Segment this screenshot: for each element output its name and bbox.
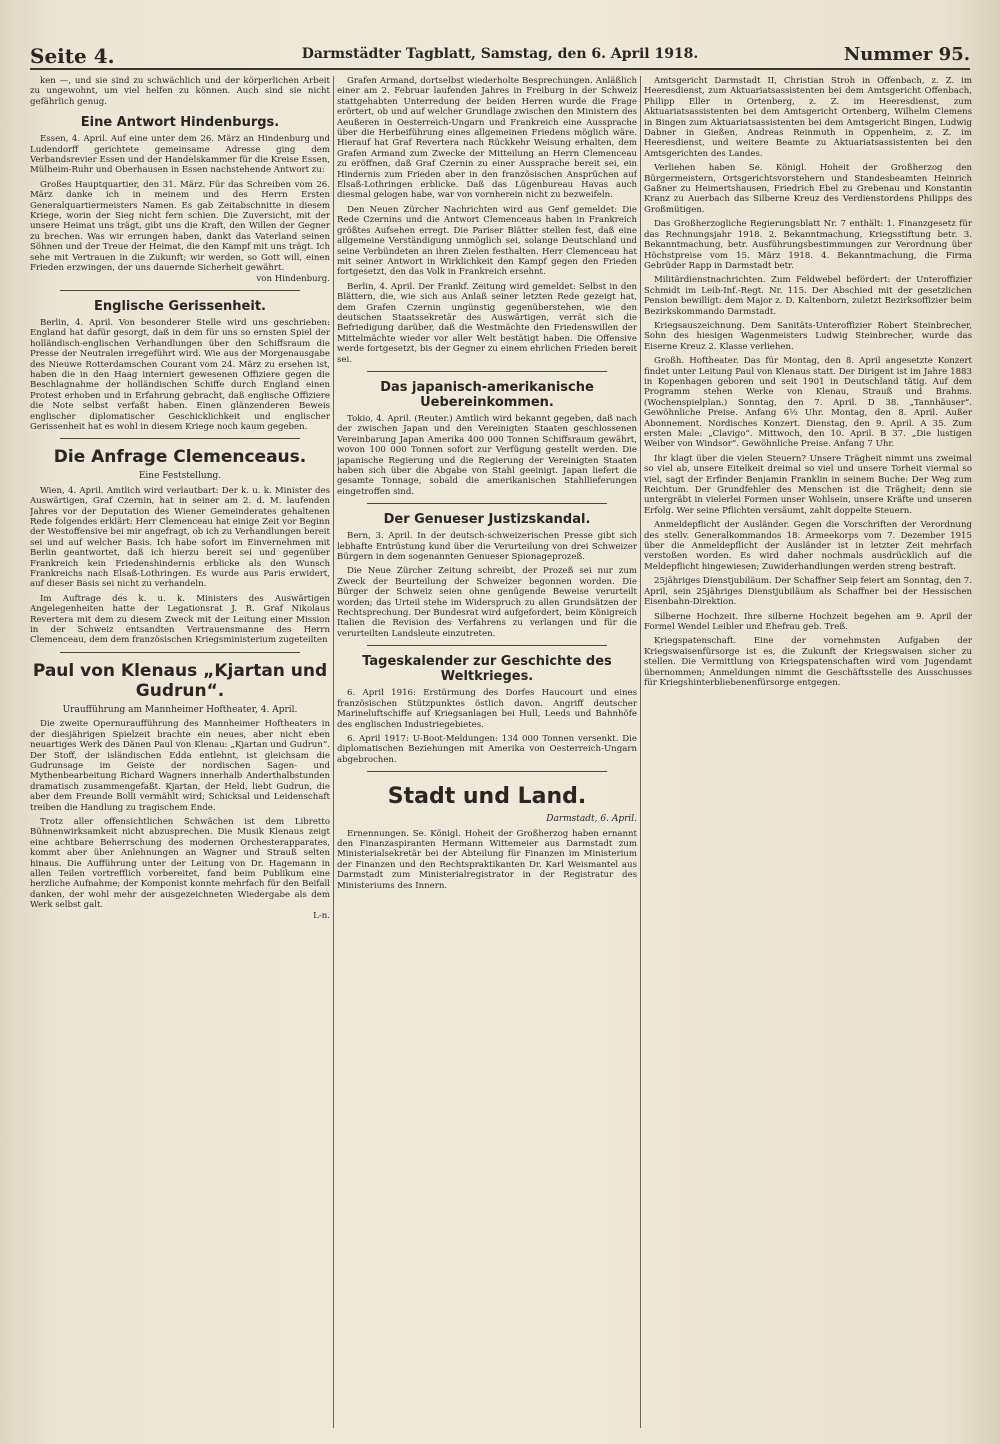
article-text: Trotz aller offensichtlichen Schwächen ist dem Libretto Bühnenwirksamkeit nicht abzusprechen. Die Musik Klenaus zeigt eine achtbare Beherrschung des modernen Orchesterapparates, kommt aber über Anlehnungen an Wagner und Strauß selten hinaus. Die Aufführung unter der Leitung von Dr. Hagemann in allen Teilen vortrefflich vorbereitet, fand beim Publikum eine herzliche Aufnahme; der Komponist konnte mehrfach für den Beifall danken, der wohl mehr der ausgezeichneten Wiedergabe als dem Werk selbst galt.	[30, 816, 330, 911]
article-text: Kriegsauszeichnung. Dem Sanitäts-Unteroffizier Robert Steinbrecher, Sohn des hiesigen Wagenmeisters Ludwig Steinbrecher, wurde das Eiserne Kreuz 2. Klasse verliehen.	[644, 320, 972, 352]
article-text: Den Neuen Zürcher Nachrichten wird aus Genf gemeldet: Die Rede Czernins und die Antwort Clemenceaus haben in Frankreich größtes Aufsehen erregt. Die Pariser Blätter stellen fest, daß eine allgemeine Verständigung unmöglich sei, solange Deutschland und seine Verbündeten an ihren Zielen festhalten. Herr Clemenceau hat mit seiner Antwort in Wirklichkeit den Kampf gegen den Frieden fortgesetzt, den das Volk in Frankreich ersehnt.	[337, 204, 637, 278]
article-text: Berlin, 4. April. Von besonderer Stelle wird uns geschrieben: England hat dafür gesorgt, daß in dem für uns so ernsten Spiel der holländisch-englischen Verhandlungen über den Schiffsraum die Presse der Neutralen irregeführt wird. Wie aus der Morgenausgabe des Nieuwe Rotterdamschen Courant vom 24. März zu ersehen ist, haben die in den Haag interniert gewesenen Offiziere gegen die Beschlagnahme der holländischen Schiffe durch England einen Protest erhoben und in Erfahrung gebracht, daß englische Offiziere die Note selbst verfaßt haben. Einen glänzenderen Beweis englischer diplomatischer Geschicklichkeit und englischer Gerissenheit hat es wohl in diesem Kriege noch kaum gegeben.	[30, 317, 330, 432]
article-headline: Der Genueser Justizskandal.	[383, 512, 591, 528]
page-header	[30, 42, 970, 70]
divider	[60, 652, 300, 653]
divider	[60, 290, 300, 291]
dateline: Darmstadt, 6. April.	[546, 814, 637, 825]
masthead: Darmstädter Tagblatt, Samstag, den 6. April 1918.	[301, 46, 699, 62]
issue-number: Nummer 95.	[843, 44, 970, 65]
page-label: Seite 4.	[30, 44, 115, 68]
divider	[367, 771, 607, 772]
article-headline: Paul von Klenaus „Kjartan und Gudrun“.	[32, 660, 328, 701]
article-text: Tokio, 4. April. (Reuter.) Amtlich wird bekannt gegeben, daß nach der zwischen Japan und den Vereinigten Staaten geschlossenen Vereinbarung Japan Amerika 400 000 Tonnen Schiffsraum gewährt, wovon 100 000 Tonnen sofort zur Verfügung gestellt werden. Die japanische Regierung und die Regierung der Vereinigten Staaten haben sich über die Abgabe von Stahl geeinigt. Japan liefert die gesamte Tonnage, sobald die amerikanischen Stahllieferungen eingetroffen sind.	[337, 413, 637, 497]
article-text: Großh. Hoftheater. Das für Montag, den 8. April angesetzte Konzert findet unter Leitung Paul von Klenaus statt. Der Dirigent ist im Jahre 1883 in Kopenhagen geboren und seit 1901 in Deutschland tätig. Auf dem Programm stehen Werke von Klenau, Strauß und Brahms. (Wochenspielplan.) Sonntag, den 7. April. D 38. „Tannhäuser“. Gewöhnliche Preise. Anfang 6½ Uhr. Montag, den 8. April. Außer Abonnement. Nordisches Konzert. Dienstag, den 9. April. A 35. Zum ersten Male: „Clavigo“. Mittwoch, den 10. April. B 37. „Die lustigen Weiber von Windsor“. Gewöhnliche Preise. Anfang 7 Uhr.	[644, 356, 972, 450]
article-text: Im Auftrage des k. u. k. Ministers des Auswärtigen Angelegenheiten hatte der Legationsrat J. R. Graf Nikolaus Revertera mit dem zu diesem Zweck mit der Leitung einer Mission in der Schweiz entsandten Vertrauensmanne des Herrn Clemenceau, dem dem französischen Kriegsministerium zugeteilten	[30, 593, 330, 646]
article-text: 25jähriges Dienstjubiläum. Der Schaffner Seip feiert am Sonntag, den 7. April, sein 25jähriges Dienstjubiläum als Schaffner bei der Hessischen Eisenbahn-Direktion.	[644, 576, 972, 608]
article-text: Grafen Armand, dortselbst wiederholte Besprechungen. Anläßlich einer am 2. Februar laufenden Jahres in Freiburg in der Schweiz stattgehabten Unterredung der beiden Herren wurde die Frage erörtert, ob und auf welcher Grundlage zwischen den Ministern des Aeußeren in Oesterreich-Ungarn und Frankreich eine Aussprache über die Herbeiführung eines allgemeinen Friedens möglich wäre. Hierauf hat Graf Revertera nach Rückkehr Weisung erhalten, dem Grafen Armand zum Zwecke der Mitteilung an Herrn Clemenceau zu eröffnen, daß Graf Czernin zu einer Aussprache bereit sei, ein Hindernis zum Frieden aber in den französischen Ansprüchen auf Elsaß-Lothringen erblicke. Daß das Lügenbureau Havas auch diesmal gelogen habe, war von vornherein nicht zu bezweifeln.	[337, 76, 637, 201]
column-rule	[640, 76, 641, 1428]
article-text: Silberne Hochzeit. Ihre silberne Hochzeit begehen am 9. April der Formel Wendel Leibler und Ehefrau geb. Treß.	[644, 611, 972, 632]
article-text: ken —, und sie sind zu schwächlich und der körperlichen Arbeit zu ungewohnt, um viel helfen zu können. Auch sind sie nicht gefährlich genug.	[30, 76, 330, 107]
divider	[367, 371, 607, 372]
article-text: Großes Hauptquartier, den 31. März. Für das Schreiben vom 26. März danke ich in meinem und des Herrn Ersten Generalquartiermeisters Namen. Es gab Zeitabschnitte in diesem Kriege, worin der Sieg nicht fern schien. Die Zuversicht, mit der unsere Heimat uns trägt, gibt uns die Kraft, den Willen der Gegner zu brechen. Was wir errungen haben, dankt das Vaterland seinen Söhnen und der Treue der Heimat, die den Kampf mit uns trägt. Ich sehe mit Vertrauen in die Zukunft; wir werden, so Gott will, einen Frieden erzwingen, der uns dauernde Sicherheit gewährt.	[30, 179, 330, 274]
article-text: Verliehen haben Se. Königl. Hoheit der Großherzog den Bürgermeistern, Ortsgerichtsvorstehern und Standesbeamten Heinrich Gaßner zu Heimertshausen, Friedrich Ebel zu Grebenau und Konstantin Kranz zu Auerbach das Silberne Kreuz des Verdienstordens Philipps des Großmütigen.	[644, 163, 972, 215]
article-text: Kriegspatenschaft. Eine der vornehmsten Aufgaben der Kriegswaisenfürsorge ist es, die Zukunft der Kriegswaisen sicher zu stellen. Die Vermittlung von Kriegspatenschaften wird vom Jugendamt übernommen; Anmeldungen nimmt die Geschäftsstelle des Ausschusses für Kriegshinterbliebenenfürsorge entgegen.	[644, 636, 972, 688]
article-headline: Tageskalender zur Geschichte des Weltkrieges.	[362, 654, 612, 685]
article-text: Ihr klagt über die vielen Steuern? Unsere Trägheit nimmt uns zweimal so viel ab, unsere Eitelkeit dreimal so viel und unsere Torheit viermal so viel, sagt der Erfinder Benjamin Franklin in seinem Buche: Der Weg zum Reichtum. Der Grundfehler des Menschen ist die Trägheit; denn sie untergräbt in vielerlei Formen unser Wohlsein, unsere Kräfte und unseren Erfolg. Wer seine Pflichten versäumt, zahlt doppelte Steuern.	[644, 453, 972, 516]
section-headline: Stadt und Land.	[387, 784, 587, 810]
article-text: Berlin, 4. April. Der Frankf. Zeitung wird gemeldet: Selbst in den Blättern, die, wie sich aus Anlaß seiner letzten Rede gezeigt hat, dem Grafen Czernin ungünstig gegenüberstehen, wie den deutschen Staatssekretär des Auswärtigen, verrät sich die Befriedigung darüber, daß die Westmächte den Friedenswillen der Mittelmächte wieder vor aller Welt bestätigt haben. Die Offensive werde fortgesetzt, bis der Gegner zu einem ehrlichen Frieden bereit sei.	[337, 281, 637, 365]
article-text: Ernennungen. Se. Königl. Hoheit der Großherzog haben ernannt den Finanzaspiranten Hermann Wittemeier aus Darmstadt zum Ministerialsekretär bei der Abteilung für Finanzen im Ministerium der Finanzen und den Rechtspraktikanten Dr. Karl Weismantel aus Darmstadt zum Ministerialregistrator in der Registratur des Ministeriums des Innern.	[337, 828, 637, 891]
column-3	[644, 76, 972, 1428]
calendar-entry: 6. April 1917: U-Boot-Meldungen: 134 000 Tonnen versenkt. Die diplomatischen Beziehungen mit Amerika von Oesterreich-Ungarn abgebrochen.	[337, 733, 637, 765]
article-headline: Die Anfrage Clemenceaus.	[53, 447, 307, 468]
article-headline: Englische Gerissenheit.	[94, 298, 266, 314]
article-subheadline: Eine Feststellung.	[138, 471, 222, 482]
article-text: Wien, 4. April. Amtlich wird verlautbart: Der k. u. k. Minister des Auswärtigen, Graf Czernin, hat in seiner am 2. d. M. laufenden Jahres vor der Deputation des Wiener Gemeinderates gehaltenen Rede folgendes erklärt: Herr Clemenceau hat einige Zeit vor Beginn der Westoffensive bei mir angefragt, ob ich zu Verhandlungen bereit sei und auf welcher Basis. Ich habe sofort im Einvernehmen mit Berlin geantwortet, daß ich hierzu bereit sei und gegenüber Frankreich kein Friedenshindernis erblicke als den Wunsch Frankreichs nach Elsaß-Lothringen. Es wurde aus Paris erwidert, auf dieser Basis sei nicht zu verhandeln.	[30, 485, 330, 590]
divider	[60, 438, 300, 439]
article-headline: Eine Antwort Hindenburgs.	[80, 115, 280, 131]
article-text: Die Neue Zürcher Zeitung schreibt, der Prozeß sei nur zum Zweck der Beurteilung der Schweizer begonnen worden. Die Bürger der Schweiz seien ohne genügende Beweise verurteilt worden; das Urteil stehe im Widerspruch zu allen Grundsätzen der Rechtsprechung. Der Bundesrat wird aufgefordert, beim Königreich Italien die Revision des Verfahrens zu verlangen und für die verurteilten Landsleute einzutreten.	[337, 566, 637, 639]
article-subheadline: Uraufführung am Mannheimer Hoftheater, 4. April.	[62, 704, 298, 715]
article-text: Militärdienstnachrichten. Zum Feldwebel befördert: der Unteroffizier Schmidt im Leib-Inf.-Regt. Nr. 115. Der Abschied mit der gesetzlichen Pension bewilligt: dem Major z. D. Kaltenborn, zuletzt Bezirksoffizier beim Bezirkskommando Darmstadt.	[644, 275, 972, 317]
signature: L-n.	[313, 910, 330, 921]
column-2	[337, 76, 637, 1428]
article-headline: Das japanisch-amerikanische Uebereinkommen.	[380, 379, 594, 410]
article-text: Anmeldepflicht der Ausländer. Gegen die Vorschriften der Verordnung des stellv. Generalkommandos 18. Armeekorps vom 7. Dezember 1915 über die Anmeldepflicht der Ausländer ist in letzter Zeit mehrfach verstoßen worden. Es wird daher nochmals ausdrücklich auf die Meldepflicht hingewiesen; Zuwiderhandlungen werden streng bestraft.	[644, 520, 972, 572]
article-text: Amtsgericht Darmstadt II, Christian Stroh in Offenbach, z. Z. im Heeresdienst, zum Aktuariatsassistenten bei dem Amtsgericht Offenbach, Philipp Eller in Ortenberg, z. Z. im Heeresdienst, zum Aktuariatsassistenten bei dem Amtsgericht Ortenberg, Wilhelm Clemens in Bingen zum Aktuariatsassistenten bei dem Amtsgericht Bingen, Ludwig Dabner in Gießen, Andreas Reinmuth in Oppenheim, z. Z. im Heeresdienst, und weitere Beamte zu Aktuariatsassistenten bei den Amtsgerichten des Landes.	[644, 76, 972, 159]
signature: von Hindenburg.	[256, 273, 330, 284]
divider	[367, 503, 607, 504]
column-1	[30, 76, 330, 1428]
calendar-entry: 6. April 1916: Erstürmung des Dorfes Haucourt und eines französischen Stützpunktes östlich davon. Angriff deutscher Marineluftschiffe auf Kriegsanlagen bei Hull, Leeds und Bahnhöfe des englischen Industriegebietes.	[337, 688, 637, 730]
divider	[367, 645, 607, 646]
article-text: Bern, 3. April. In der deutsch-schweizerischen Presse gibt sich lebhafte Entrüstung kund über die Verurteilung von drei Schweizer Bürgern in dem sogenannten Genueser Spionageprozeß.	[337, 531, 637, 563]
article-text: Die zweite Opernuraufführung des Mannheimer Hoftheaters in der diesjährigen Spielzeit brachte ein neues, aber nicht eben neuartiges Werk des Dänen Paul von Klenau: „Kjartan und Gudrun“. Der Stoff, der isländischen Edda entlehnt, ist gleichsam die Gudrunsage im Geiste der nordischen Sagen- und Mythenbearbeitung Richard Wagners innerhalb Anderthalbstunden dramatisch zusammengefaßt. Kjartan, der Held, liebt Gudrun, die aber dem Freunde Bolli vermählt wird; Schicksal und Leidenschaft treiben die Handlung zu tragischem Ende.	[30, 719, 330, 813]
column-rule	[333, 76, 334, 1428]
article-text: Essen, 4. April. Auf eine unter dem 26. März an Hindenburg und Ludendorff gerichtete gemeinsame Adresse ging dem Verbandsrevier Essen und der Handelskammer für die Kreise Essen, Mülheim-Ruhr und Oberhausen in Essen nachstehende Antwort zu:	[30, 134, 330, 176]
article-text: Das Großherzogliche Regierungsblatt Nr. 7 enthält: 1. Finanzgesetz für das Rechnungsjahr 1918. 2. Bekanntmachung, Kriegsstiftung betr. 3. Bekanntmachung, betr. Ausführungsbestimmungen zur Verordnung über Höchstpreise vom 15. März 1918. 4. Bekanntmachung, die Firma Gebrüder Rapp in Darmstadt betr.	[644, 219, 972, 271]
